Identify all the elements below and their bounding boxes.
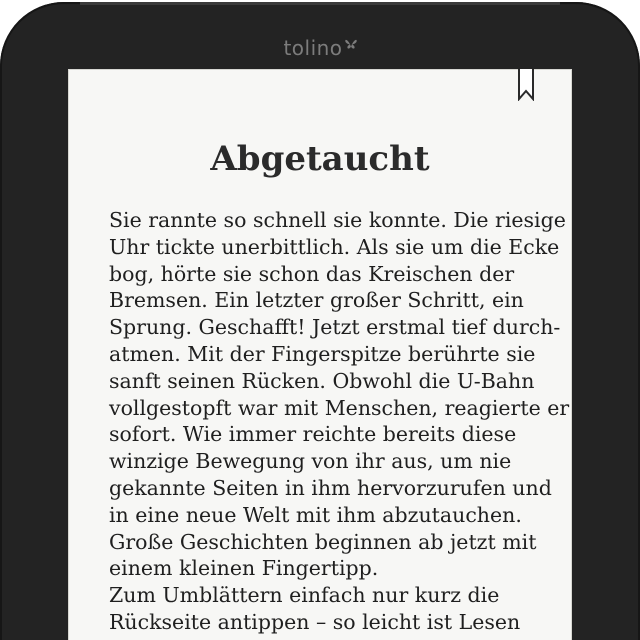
text-line: Bremsen. Ein letzter großer Schritt, ein xyxy=(109,288,524,313)
text-line: Sprung. Geschafft! Jetzt erstmal tief durch- xyxy=(109,315,561,340)
text-line: einem kleinen Fingertipp. xyxy=(109,556,379,581)
text-line: Sie rannte so schnell sie konnte. Die riesige xyxy=(109,208,566,232)
text-line: atmen. Mit der Fingerspitze berührte sie xyxy=(109,341,536,366)
reading-screen[interactable] xyxy=(68,69,572,640)
text-line: sanft seinen Rücken. Obwohl die U-Bahn xyxy=(109,368,535,393)
page-text xyxy=(109,207,570,636)
text-line: gekannte Seiten in ihm hervorzurufen und xyxy=(109,475,552,500)
butterfly-icon xyxy=(345,30,357,54)
text-line: winzige Bewegung von ihr aus, um nie xyxy=(109,449,512,474)
chapter-title: Abgetaucht xyxy=(210,139,430,179)
brand-logo xyxy=(0,30,640,60)
text-line: Zum Umblättern einfach nur kurz die xyxy=(109,583,500,608)
bookmark-icon[interactable] xyxy=(517,69,535,101)
bezel-top-edge xyxy=(80,2,560,5)
text-line: in eine neue Welt mit ihm abzutauchen. xyxy=(109,502,522,527)
text-line: vollgestopft war mit Menschen, reagierte er xyxy=(109,395,570,420)
text-line: Große Geschichten beginnen ab jetzt mit xyxy=(109,529,537,554)
text-line: Uhr tickte unerbittlich. Als sie um die Ecke xyxy=(109,234,560,259)
text-line: bog, hörte sie schon das Kreischen der xyxy=(109,261,515,286)
brand-logo-text: tolino xyxy=(283,36,343,60)
text-line: sofort. Wie immer reichte bereits diese xyxy=(109,422,517,447)
text-line: Rückseite antippen – so leicht ist Lesen xyxy=(109,609,521,634)
